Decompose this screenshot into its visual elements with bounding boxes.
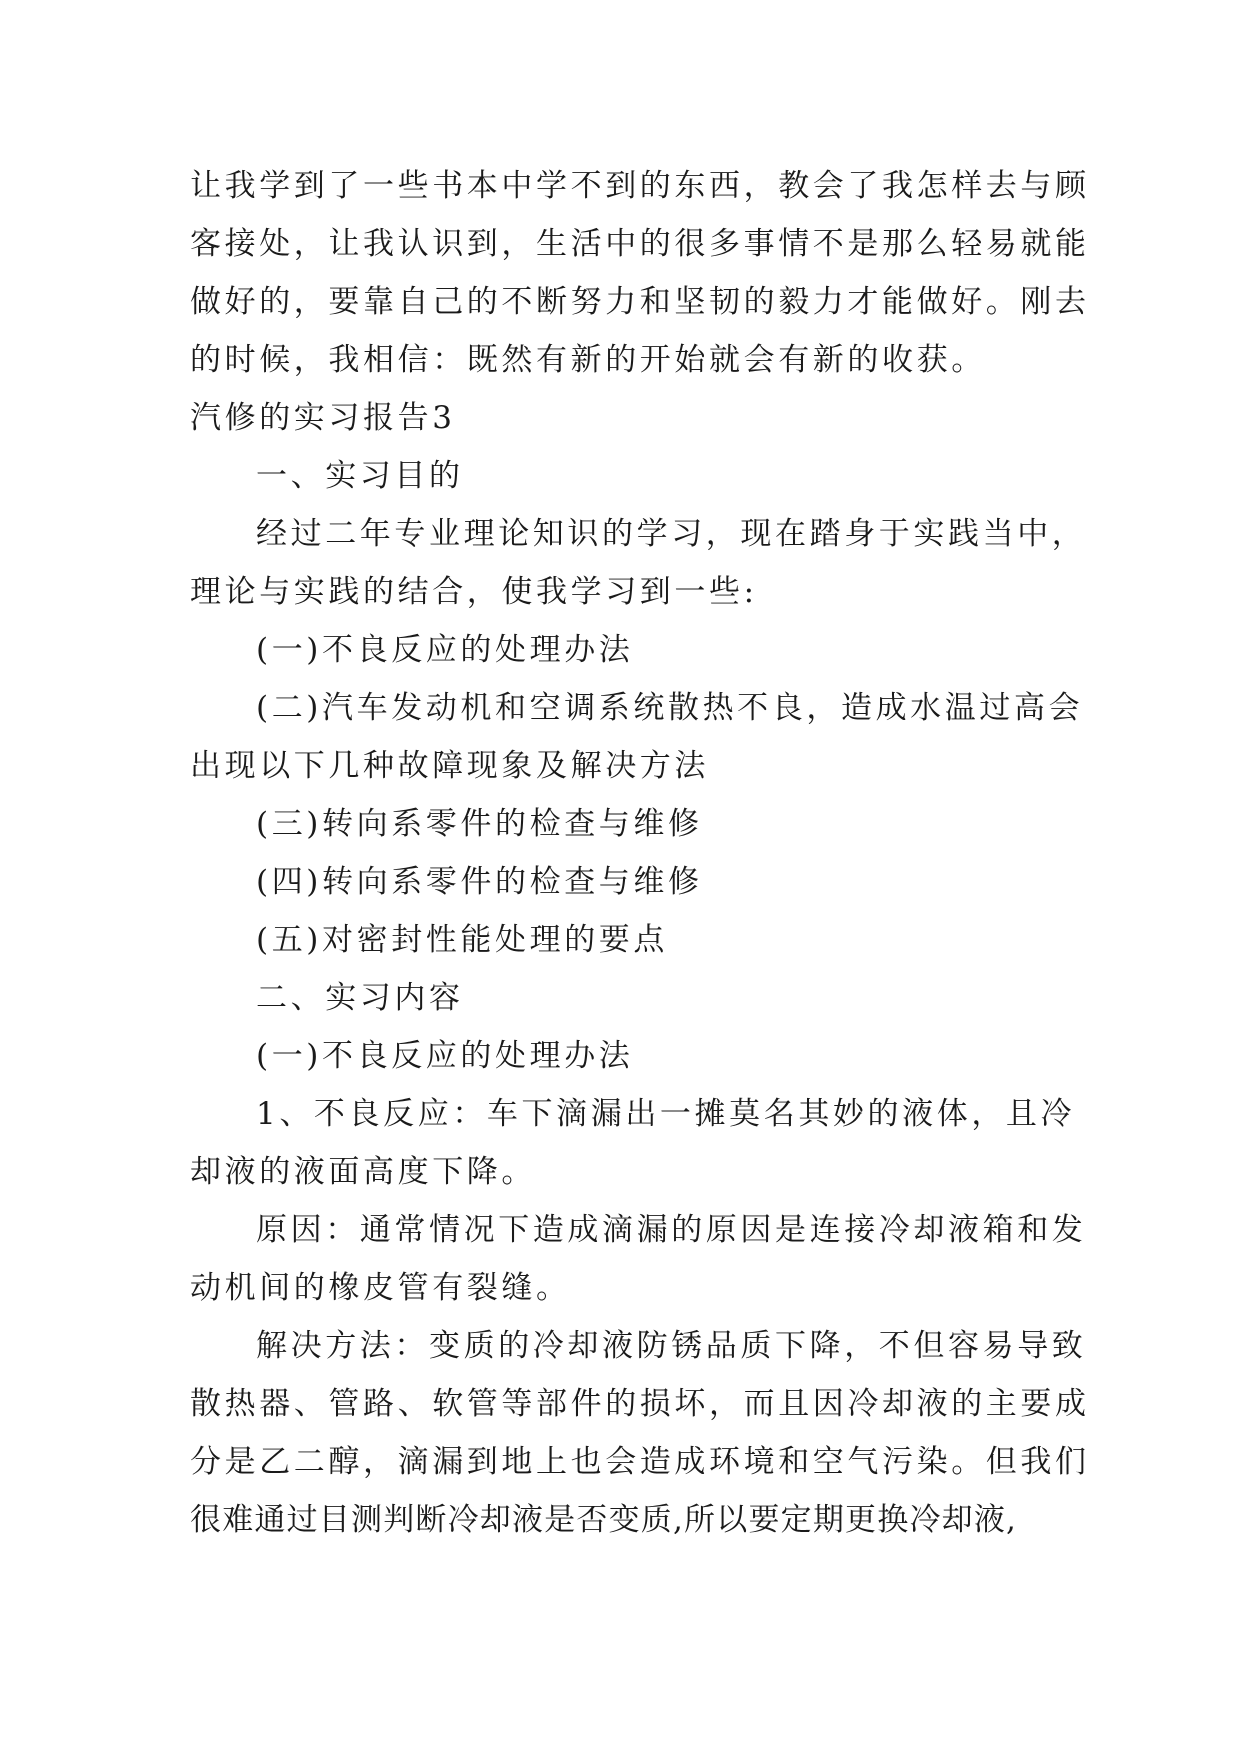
paragraph-line: 原因：通常情况下造成滴漏的原因是连接冷却液箱和发 xyxy=(256,1212,1087,1248)
paragraph-line: 的时候，我相信：既然有新的开始就会有新的收获。 xyxy=(190,342,986,378)
paragraph-line: 经过二年专业理论知识的学习，现在踏身于实践当中， xyxy=(256,516,1087,552)
heading-content: 二、实习内容 xyxy=(256,980,464,1016)
document-body xyxy=(190,157,1090,1549)
paragraph-line: 让我学到了一些书本中学不到的东西，教会了我怎样去与顾 xyxy=(190,168,1090,204)
list-item: (五)对密封性能处理的要点 xyxy=(256,922,668,958)
paragraph-line: 解决方法：变质的冷却液防锈品质下降，不但容易导致 xyxy=(256,1328,1087,1364)
paragraph-line: 分是乙二醇，滴漏到地上也会造成环境和空气污染。但我们 xyxy=(190,1444,1090,1480)
paragraph-line: 很难通过目测判断冷却液是否变质,所以要定期更换冷却液, xyxy=(190,1502,1018,1538)
paragraph-line: 1、不良反应：车下滴漏出一摊莫名其妙的液体，且冷 xyxy=(256,1096,1076,1132)
paragraph-line: 做好的，要靠自己的不断努力和坚韧的毅力才能做好。刚去 xyxy=(190,284,1090,320)
subheading: (一)不良反应的处理办法 xyxy=(256,1038,634,1074)
list-item: (三)转向系零件的检查与维修 xyxy=(256,806,703,842)
list-item-continuation: 出现以下几种故障现象及解决方法 xyxy=(190,748,709,784)
paragraph-line: 客接处，让我认识到，生活中的很多事情不是那么轻易就能 xyxy=(190,226,1090,262)
section-title: 汽修的实习报告3 xyxy=(190,400,456,436)
list-item: (四)转向系零件的检查与维修 xyxy=(256,864,703,900)
list-item: (一)不良反应的处理办法 xyxy=(256,632,634,668)
paragraph-line: 动机间的橡皮管有裂缝。 xyxy=(190,1270,571,1306)
list-item: (二)汽车发动机和空调系统散热不良，造成水温过高会 xyxy=(256,690,1084,726)
paragraph-line: 却液的液面高度下降。 xyxy=(190,1154,536,1190)
paragraph-line: 理论与实践的结合，使我学习到一些: xyxy=(190,574,758,610)
paragraph-line: 散热器、管路、软管等部件的损坏，而且因冷却液的主要成 xyxy=(190,1386,1090,1422)
heading-purpose: 一、实习目的 xyxy=(256,458,464,494)
